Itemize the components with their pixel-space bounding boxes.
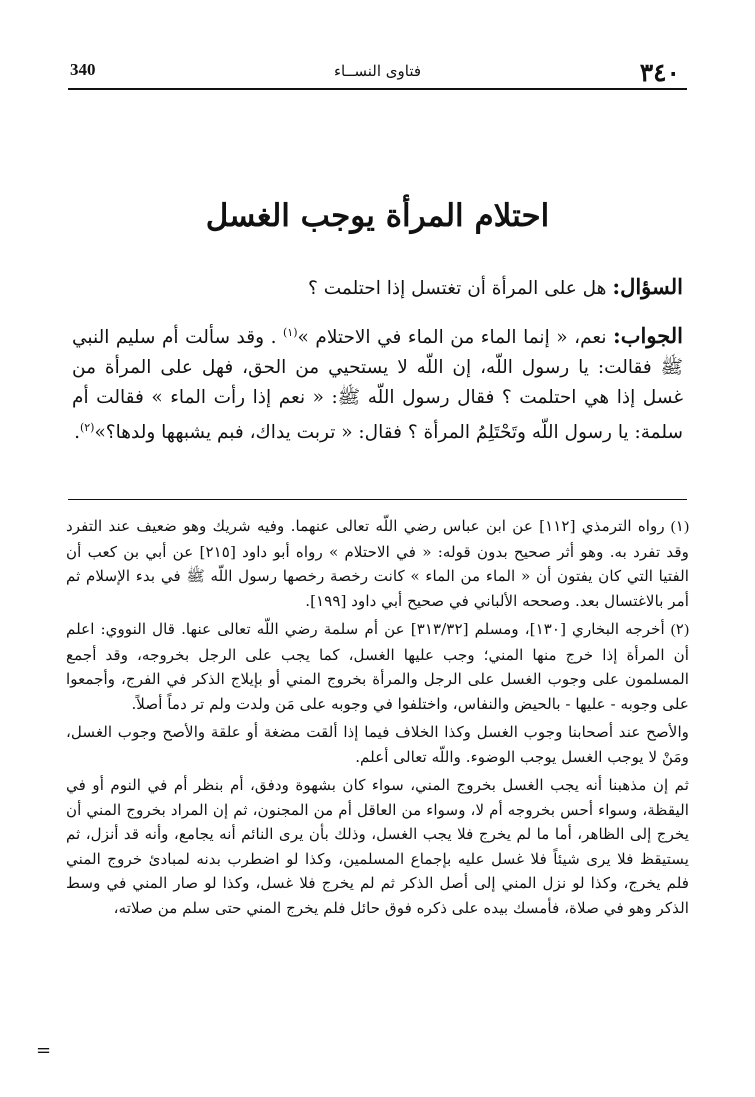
footnote-text: أخرجه البخاري [١٣٠]، ومسلم [٣١٣/٣٢] عن أم سلمة رضي اللّه تعالى عنها. قال النووي: اعلم أن المرأة إذا خرج منها المني؛ وجب عليها الغسل، كما يجب على الرجل بخروجه، وقد أجمع المسلمون على وجوب الغسل على الرجل والمرأة بخروج المني أو بإيلاج الذكر في الفرج، وأجمعوا على وجوبه - عليها - بالحيض والنفاس، واختلفوا في وجوبه على مَن ولدت ولم تر دماً أصلاً. [66, 620, 689, 713]
answer-text-2: . وقد سألت أم سليم النبي ﷺ فقالت: يا رسول اللّه، إن اللّه لا يستحيي من الحق، فهل على المرأة من غسل إذا هي احتلمت ؟ فقال رسول اللّه ﷺ: « نعم إذا رأت الماء » فقالت أم سلمة: يا رسول اللّه وتَحْتَلِمُ المرأة ؟ فقال: « تربت يداك، فبم يشبهها ولدها؟» [72, 327, 683, 444]
answer-label: الجواب: [613, 323, 684, 349]
footnotes-section [66, 514, 689, 924]
footnote-separator [68, 499, 687, 500]
page-number: 340 [70, 60, 96, 79]
footnote-text: رواه الترمذي [١١٢] عن ابن عباس رضي اللّه تعالى عنهما. وفيه شريك وهو ضعيف عند التفرد وقد تفرد به. وهو أثر صحيح بدون قوله: « في الاحتلام » رواه أبو داود [٢١٥] عن أبي بن كعب أن الفتيا التي كان يفتون أن « الماء من الماء » كانت رخصة رخصها رسول اللّه ﷺ في بدء الإسلام ثم أمر بالاغتسال بعد. وصححه الألباني في صحيح أبي داود [١٩٩]. [66, 517, 689, 610]
running-header-title: فتاوى النســاء [333, 62, 422, 80]
answer-paragraph [72, 318, 683, 448]
footnote-1 [66, 514, 689, 613]
question-label: السؤال: [612, 274, 683, 299]
footnote-number: (١) [670, 518, 689, 535]
footnote-text: ثم إن مذهبنا أنه يجب الغسل بخروج المني، سواء كان بشهوة ودفق، أم بنظر أم في النوم أو في اليقظة، وسواء أحس بخروجه أم لا، وسواء من العاقل أم من المجنون، ثم إن المراد بخروج المني أن يخرج إلى الظاهر، أما ما لم يخرج فلا يجب الغسل، وذلك بأن يرى النائم أنه يجامع، وأنه قد أنزل، ثم يستيقظ فلا يرى شيئاً فلا غسل عليه بإجماع المسلمين، وكذا لو اضطرب بدنه لمبادئ خروج المني فلم يخرج، وكذا لو نزل المني إلى أصل الذكر ثم لم يخرج فلا غسل، وكذا لو صار المني في وسط الذكر وهو في صلاة، فأمسك بيده على ذكره فوق حائل فلم يخرج المني حتى سلم من صلاته، [66, 776, 689, 917]
question-text: هل على المرأة أن تغتسل إذا احتلمت ؟ [308, 278, 607, 299]
footnote-2 [66, 617, 689, 716]
footnote-2-continued-b [66, 773, 689, 920]
question-paragraph [72, 272, 683, 304]
footnote-2-continued-a [66, 720, 689, 769]
footnote-ref-1: (١) [283, 326, 298, 339]
footnote-ref-2: (٢) [79, 421, 95, 435]
chapter-heading: احتلام المرأة يوجب الغسل [205, 198, 550, 234]
continuation-mark: = [36, 1040, 52, 1061]
header-rule [68, 88, 687, 90]
arabic-page-number: ٣٤٠ [639, 58, 680, 87]
answer-text-end: . [74, 422, 80, 444]
footnote-number: (٢) [670, 621, 690, 638]
answer-text-1: نعم، « إنما الماء من الماء في الاحتلام » [297, 327, 607, 349]
footnote-text: والأصح عند أصحابنا وجوب الغسل وكذا الخلاف فيما إذا ألقت مضغة أو علقة والأصح وجوب الغسل، ومَنْ لا يوجب الغسل يوجب الوضوء. واللّه تعالى أعلم. [66, 723, 689, 766]
